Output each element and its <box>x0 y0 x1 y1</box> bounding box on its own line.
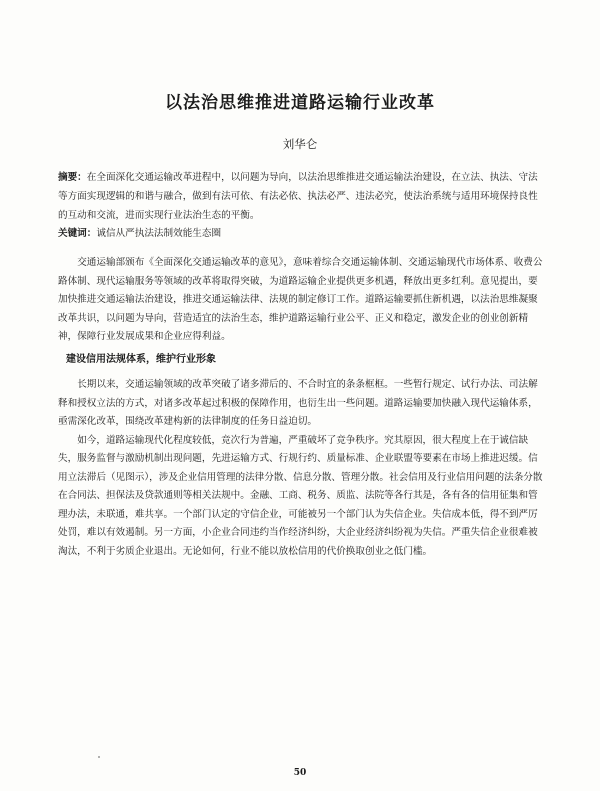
article-title: 以法治思维推进道路运输行业改革 <box>165 93 435 113</box>
keywords <box>58 225 544 244</box>
section-heading: 建设信用法规体系，维护行业形象 <box>66 354 216 365</box>
intro-paragraph: 交通运输部颁布《全面深化交通运输改革的意见》，意味着综合交通运输体制、交通运输现代市场体系、收费公路体制、现代运输服务等领域的改革将取得突破，为道路运输企业提供更多机遇，释放出更多红利。意见提出，要加快推进交通运输法治建设，推进交通运输法律、法规的制定修订工作。道路运输要抓住新机遇，以法治思维凝聚改革共识，以问题为导向，营造适宜的法治生态，维护道路运输行业公平、正义和稳定，激发企业的创业创新精神，保障行业发展成果和企业应得利益。 <box>58 257 543 342</box>
abstract <box>58 168 544 225</box>
scan-speck <box>98 756 100 758</box>
keywords-label: 关键词： <box>58 228 97 239</box>
section-paragraph-1: 长期以来，交通运输领域的改革突破了诸多滞后的、不合时宜的条条框框。一些暂行规定、试行办法、司法解释和授权立法的方式，对诸多改革起过积极的保障作用，也衍生出一些问题。道路运输要加快融入现代运输体系，亟需深化改革，围绕改革建构新的法律制度的任务日益迫切。 <box>58 379 538 427</box>
abstract-label: 摘要： <box>58 172 87 183</box>
abstract-text: 在全面深化交通运输改革进程中，以问题为导向，以法治思维推进交通运输法治建设，在立法、执法、守法等方面实现逻辑的和谐与融合，做到有法可依、有法必依、执法必严、违法必究，使法治系统与适用环境保持良性的互动和交流，进而实现行业法治生态的平衡。 <box>58 172 538 221</box>
section-body <box>58 376 544 561</box>
article-author: 刘华仑 <box>282 137 318 151</box>
keywords-text: 诚信从严执法法制效能生态圈 <box>96 228 222 239</box>
page-number: 50 <box>293 768 307 778</box>
section-paragraph-2: 如今，道路运输现代化程度较低，竞次行为普遍，严重破坏了竞争秩序。究其原因，很大程度上在于诚信缺失，服务监督与激励机制出现问题，先进运输方式、行规行约、质量标准、企业联盟等要素在市场上推进迟缓。信用立法滞后（见图示），涉及企业信用管理的法律分散、信息分散、管理分散。社会信用及行业信用问题的法条分散在合同法、担保法及贷款通则等相关法规中。金融、工商、税务、质监、法院等各行其是，各有各的信用征集和管理办法，未联通，难共享。一个部门认定的守信企业，可能被另一个部门认为失信企业。失信成本低，得不到严厉处罚，难以有效遏制。另一方面，小企业合同违约当作经济纠纷，大企业经济纠纷视为失信。严重失信企业很难被淘汰，不利于劣质企业退出。无论如何，行业不能以放松信用的代价换取创业之低门槛。 <box>58 434 543 557</box>
intro-section <box>58 254 544 347</box>
